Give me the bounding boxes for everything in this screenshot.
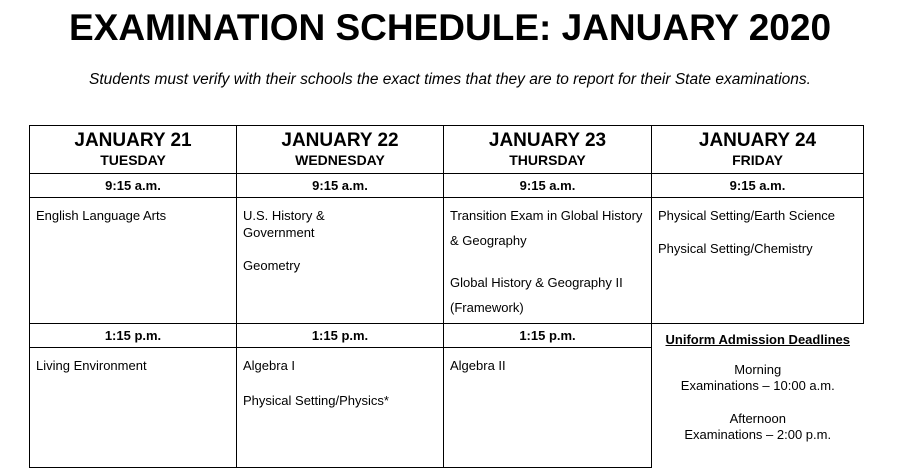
- day-weekday: TUESDAY: [100, 152, 166, 168]
- deadlines-title: Uniform Admission Deadlines: [665, 332, 850, 347]
- morning-exams-jan23: [444, 198, 652, 324]
- morning-exams-jan21: [30, 198, 237, 324]
- day-date: JANUARY 22: [281, 130, 399, 151]
- afternoon-time: 1:15 p.m.: [30, 324, 237, 348]
- deadline-afternoon: [652, 411, 864, 443]
- exam-name: English Language Arts: [36, 208, 167, 223]
- exam-name: Transition Exam in Global History & Geography: [450, 208, 643, 248]
- morning-time: 9:15 a.m.: [652, 174, 864, 198]
- day-date: JANUARY 23: [488, 130, 607, 151]
- morning-exams-jan24: [652, 198, 864, 324]
- day-header-jan22: [237, 126, 444, 174]
- exam-name: Geometry: [243, 258, 301, 273]
- deadline-label: Morning: [734, 362, 782, 377]
- page-subtitle: Students must verify with their schools the exact times that they are to report for their State examinations.: [89, 71, 811, 88]
- day-header-jan24: [652, 126, 864, 174]
- exam-name: U.S. History & Government: [243, 208, 325, 240]
- exam-name: Living Environment: [36, 358, 147, 373]
- deadline-time: Examinations – 10:00 a.m.: [680, 378, 835, 393]
- afternoon-time: 1:15 p.m.: [444, 324, 652, 348]
- exam-name: Global History & Geography II (Framework): [450, 275, 623, 315]
- afternoon-exams-jan23: [444, 348, 652, 468]
- exam-name: Algebra II: [450, 358, 506, 373]
- exam-name: Physical Setting/Chemistry: [658, 241, 813, 256]
- morning-time: 9:15 a.m.: [444, 174, 652, 198]
- day-weekday: WEDNESDAY: [295, 152, 385, 168]
- day-weekday: THURSDAY: [509, 152, 586, 168]
- exam-name: Algebra I: [243, 358, 296, 373]
- deadline-label: Afternoon: [729, 411, 786, 426]
- afternoon-time-row: [30, 324, 864, 348]
- morning-time: 9:15 a.m.: [237, 174, 444, 198]
- afternoon-exams-jan21: [30, 348, 237, 468]
- day-header-row: [30, 126, 864, 174]
- deadline-morning: [652, 362, 864, 394]
- exam-name: Physical Setting/Physics*: [243, 393, 389, 408]
- day-date: JANUARY 24: [698, 130, 817, 151]
- day-header-jan21: [30, 126, 237, 174]
- morning-exams-row: [30, 198, 864, 324]
- day-header-jan23: [444, 126, 652, 174]
- morning-exams-jan22: [237, 198, 444, 324]
- afternoon-time: 1:15 p.m.: [237, 324, 444, 348]
- day-weekday: FRIDAY: [732, 152, 783, 168]
- page-title: EXAMINATION SCHEDULE: JANUARY 2020: [68, 7, 832, 48]
- exam-schedule-table: [29, 125, 864, 468]
- afternoon-exams-jan22: [237, 348, 444, 468]
- morning-time-row: [30, 174, 864, 198]
- admission-deadlines: [652, 324, 864, 468]
- morning-time: 9:15 a.m.: [30, 174, 237, 198]
- day-date: JANUARY 21: [74, 130, 192, 151]
- exam-name: Physical Setting/Earth Science: [658, 208, 836, 223]
- deadline-time: Examinations – 2:00 p.m.: [684, 427, 832, 442]
